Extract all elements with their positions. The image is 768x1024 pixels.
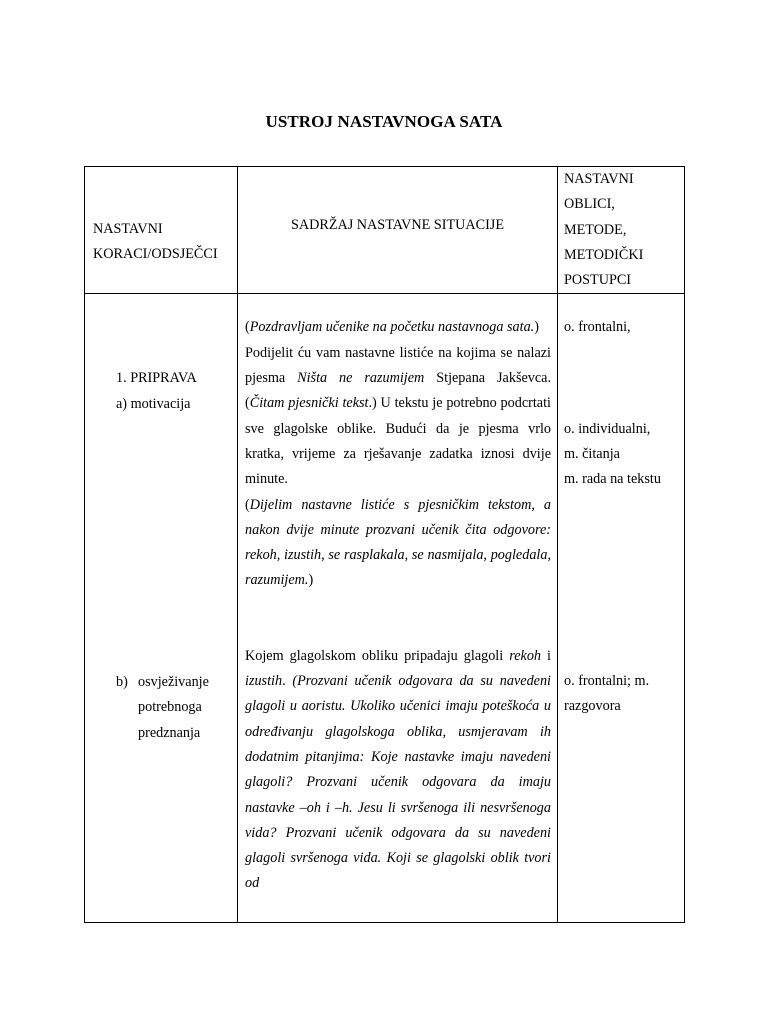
- step-b-line: predznanja: [138, 724, 201, 741]
- method-line: o. individualni,: [564, 420, 651, 437]
- greeting-italic: Pozdravljam učenike na početku nastavnoga sata.: [249, 319, 535, 336]
- header-methods: [558, 167, 685, 294]
- method-line: o. frontalni; m.: [564, 672, 650, 689]
- header-content-label: SADRŽAJ NASTAVNE SITUACIJE: [290, 217, 504, 233]
- header-methods-line: POSTUPCI: [564, 272, 632, 289]
- q-text: i: [541, 647, 551, 664]
- paragraph-instructions: [245, 341, 551, 493]
- content-cell: [238, 294, 558, 923]
- header-methods-line: OBLICI,: [564, 196, 615, 213]
- step-b-line: potrebnoga: [138, 699, 202, 716]
- methods-cell: [558, 294, 685, 923]
- header-steps-line: KORACI/ODSJEČCI: [93, 246, 218, 263]
- step-priprava: 1. PRIPRAVA: [116, 370, 197, 387]
- instr-text: Podijelit ću vam nastavne listiće na kojima se nalazi pjesma: [245, 344, 551, 387]
- step-b-label: b): [116, 674, 128, 691]
- poem-title: Ništa ne razumijem: [297, 370, 425, 387]
- paragraph-questions: [245, 644, 551, 897]
- method-frontal: o. frontalni,: [564, 319, 631, 336]
- header-methods-line: NASTAVNI: [564, 171, 634, 187]
- activity-italic: Dijelim nastavne listiće s pjesničkim tekstom, a nakon dvije minute prozvani učenik čita odgovore: rekoh, izustih, se rasplakala, se nasmijala, pogledala, razumijem.: [245, 496, 551, 589]
- lesson-structure-table: [84, 166, 685, 923]
- header-content: [238, 167, 558, 294]
- paragraph-activity: (Dijelim nastavne listiće s pjesničkim tekstom, a nakon dvije minute prozvani učenik čita odgovore: rekoh, izustih, se rasplakala, se nasmijala, pogledala, razumijem.): [245, 496, 551, 589]
- step-b-line: osvježivanje: [138, 674, 209, 691]
- paragraph-greeting: (Pozdravljam učenike na početku nastavnoga sata.): [245, 319, 539, 336]
- q-italic: (Prozvani učenik odgovara da su navedeni glagoli u aoristu. Ukoliko učenici imaju poteškoća u određivanju glagolskoga oblika, usmjeravam ih dodatnim pitanjima: Koje nastavke imaju navedeni glagoli? Prozvani učenik odgovara da imaju nastavke –oh i –h. Jesu li svršenoga ili nesvršenoga vida? Prozvani učenik odgovara da su navedeni glagoli svršenoga vida. Koji se glagolski oblik tvori od: [245, 673, 551, 892]
- instr-text: Stjepana Jakševca. (: [245, 370, 552, 412]
- q-verb: izustih: [245, 673, 283, 690]
- table-body-row: [85, 294, 685, 923]
- instr-text: .) U tekstu je potrebno podcrtati sve glagolske oblike. Budući da je pjesma vrlo kratka, vrijeme za rješavanje zadatka iznosi dvije minute.: [245, 395, 551, 488]
- q-text: Kojem glagolskom obliku pripadaju glagoli: [245, 647, 510, 664]
- instr-italic: Čitam pjesnički tekst: [249, 395, 369, 412]
- table-header-row: [85, 167, 685, 294]
- q-verb: rekoh: [509, 647, 542, 664]
- method-line: razgovora: [564, 697, 621, 714]
- page-title: USTROJ NASTAVNOGA SATA: [265, 112, 503, 131]
- header-steps-line: NASTAVNI: [93, 221, 163, 237]
- step-motivacija: a) motivacija: [116, 395, 191, 412]
- step-osvjezivanje: [85, 670, 237, 746]
- q-text: .: [282, 673, 286, 690]
- method-line: m. rada na tekstu: [564, 471, 661, 488]
- header-methods-line: METODIČKI: [564, 246, 644, 263]
- header-steps: [85, 167, 238, 294]
- header-methods-line: METODE,: [564, 221, 627, 238]
- method-line: m. čitanja: [564, 446, 620, 463]
- steps-cell: [85, 294, 238, 923]
